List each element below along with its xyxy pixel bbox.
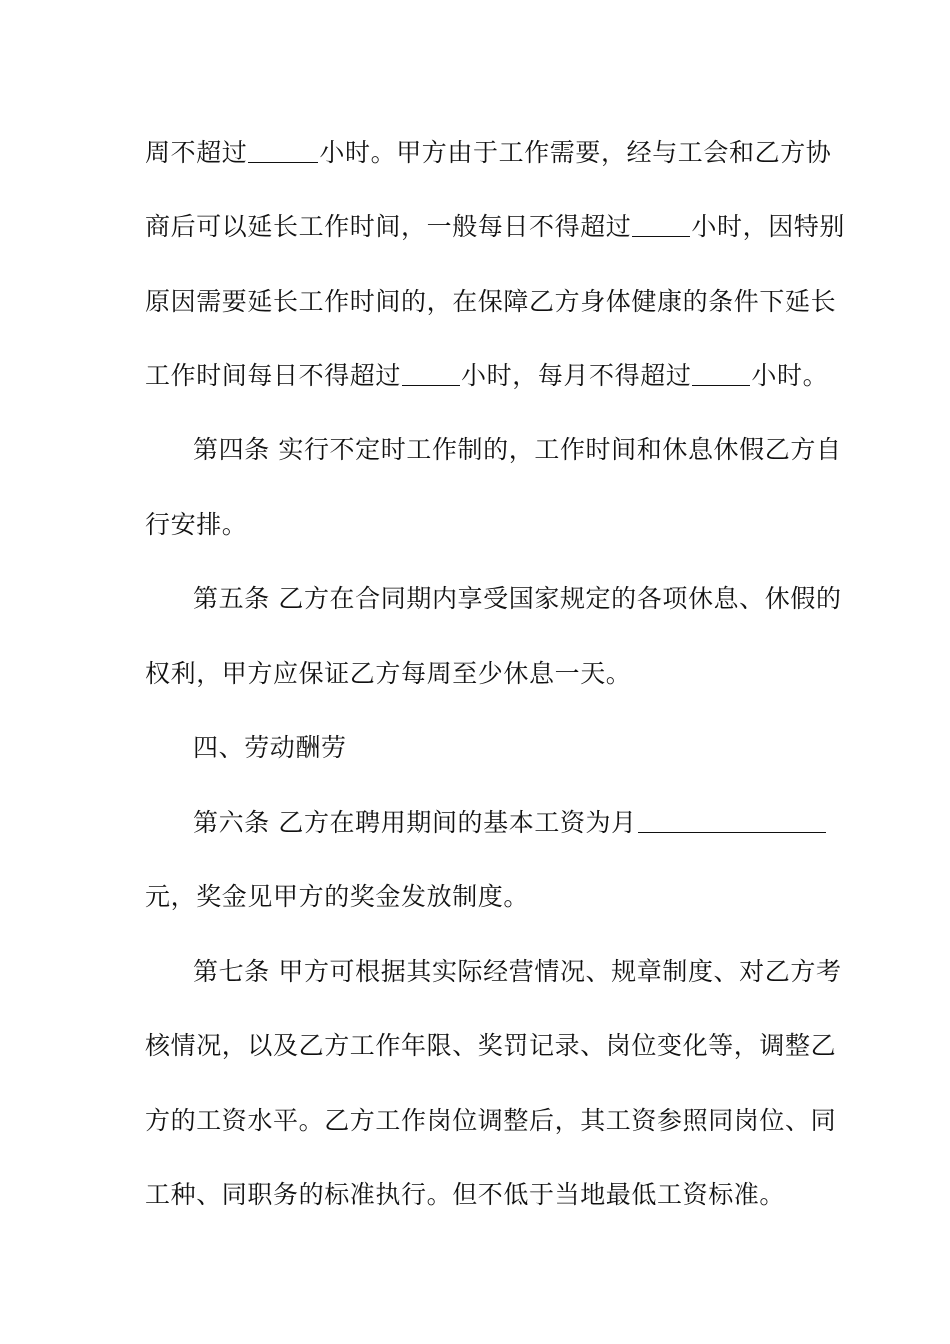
text-segment: 小时。甲方由于工作需要，经与工会和乙方协 bbox=[319, 138, 832, 167]
text-line bbox=[145, 654, 815, 694]
text-line bbox=[145, 1101, 837, 1141]
text-segment: 小时，因特别 bbox=[691, 212, 846, 241]
text-segment: 方的工资水平。乙方工作岗位调整后，其工资参照同岗位、同 bbox=[145, 1106, 837, 1135]
text-line bbox=[145, 877, 815, 917]
text-segment: 第六条 乙方在聘用期间的基本工资为月 bbox=[193, 808, 637, 837]
article-4-line bbox=[193, 430, 842, 470]
text-segment: 元，奖金见甲方的奖金发放制度。 bbox=[145, 882, 530, 911]
article-7-line bbox=[193, 952, 842, 992]
text-line bbox=[145, 1026, 837, 1066]
text-segment: 商后可以延长工作时间，一般每日不得超过 bbox=[145, 212, 632, 241]
text-segment: 小时，每月不得超过 bbox=[461, 361, 692, 390]
text-segment: 第五条 乙方在合同期内享受国家规定的各项休息、休假的 bbox=[193, 584, 842, 613]
section-heading bbox=[193, 728, 815, 768]
fill-in-blank bbox=[248, 138, 318, 163]
text-segment: 行安排。 bbox=[145, 510, 248, 539]
text-segment: 第七条 甲方可根据其实际经营情况、规章制度、对乙方考 bbox=[193, 957, 842, 986]
text-segment: 权利，甲方应保证乙方每周至少休息一天。 bbox=[145, 659, 632, 688]
text-line bbox=[145, 282, 837, 322]
text-segment: 周不超过 bbox=[145, 138, 248, 167]
text-segment: 原因需要延长工作时间的，在保障乙方身体健康的条件下延长 bbox=[145, 287, 837, 316]
fill-in-blank bbox=[638, 808, 826, 833]
fill-in-blank bbox=[692, 361, 750, 386]
article-5-line bbox=[193, 579, 842, 619]
text-segment: 第四条 实行不定时工作制的，工作时间和休息休假乙方自 bbox=[193, 435, 842, 464]
text-line bbox=[145, 207, 846, 247]
fill-in-blank bbox=[402, 361, 460, 386]
fill-in-blank bbox=[632, 212, 690, 237]
text-line bbox=[145, 356, 829, 396]
text-line bbox=[145, 133, 832, 173]
article-6-line bbox=[193, 803, 815, 843]
text-segment: 小时。 bbox=[751, 361, 829, 390]
text-segment: 工作时间每日不得超过 bbox=[145, 361, 402, 390]
text-segment: 四、劳动酬劳 bbox=[193, 733, 347, 762]
text-line bbox=[145, 1175, 815, 1215]
text-segment: 工种、同职务的标准执行。但不低于当地最低工资标准。 bbox=[145, 1180, 786, 1209]
text-line bbox=[145, 505, 815, 545]
text-segment: 核情况，以及乙方工作年限、奖罚记录、岗位变化等，调整乙 bbox=[145, 1031, 837, 1060]
